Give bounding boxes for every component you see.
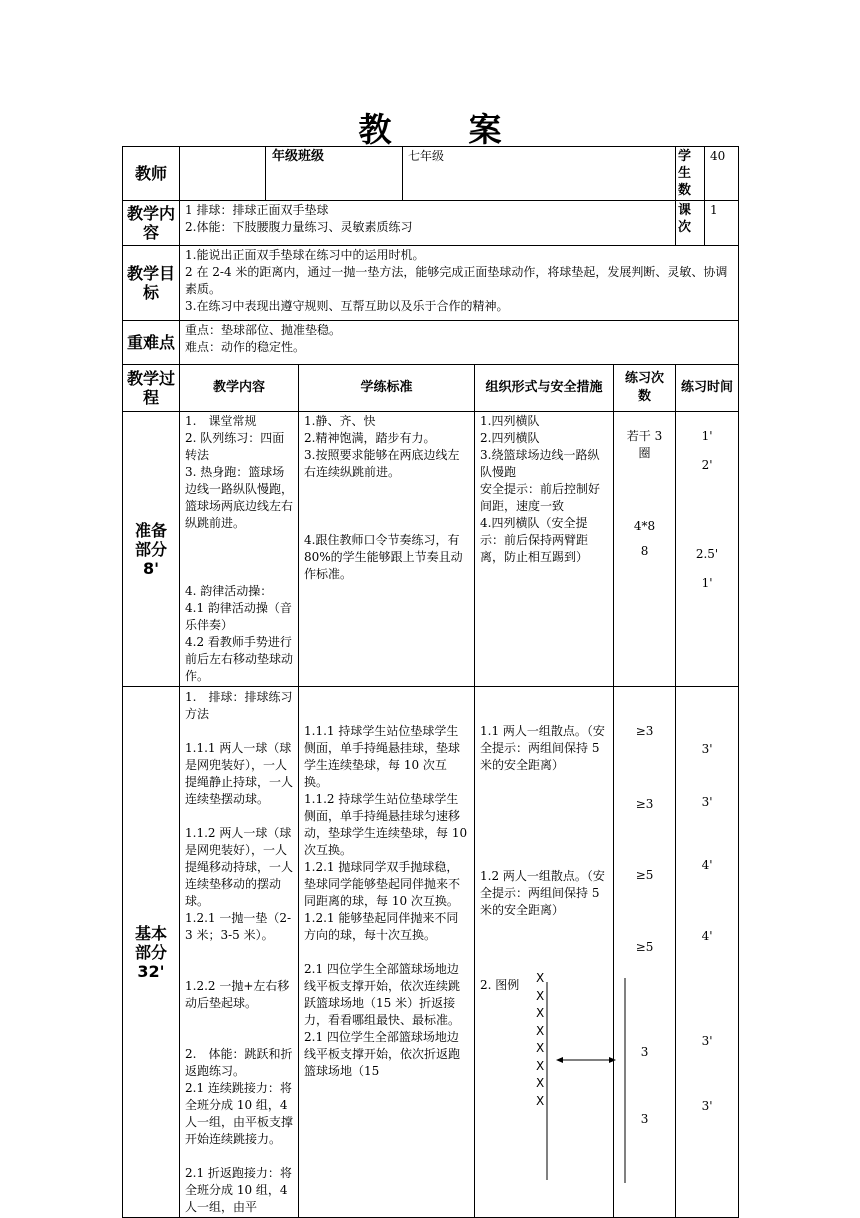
- basic-count: ≥5: [635, 868, 654, 882]
- prep-content-line: 2. 队列练习：四面转法: [185, 431, 285, 462]
- content-cell: [180, 201, 676, 246]
- prep-count: 若干 3 圈: [626, 429, 663, 460]
- basic-standard-line: 1.2.1 能够垫起同伴抛来不同方向的球，每十次互换。: [304, 911, 459, 942]
- basic-content: [180, 687, 299, 1218]
- basic-counts: [614, 687, 676, 1218]
- prep-time: 2.5': [695, 547, 719, 561]
- prep-org-line: 2.四列横队: [480, 431, 540, 445]
- prep-content-line: 1. 课堂常规: [185, 414, 257, 428]
- basic-time: 3': [701, 1034, 713, 1048]
- basic-org: [475, 687, 614, 1218]
- content-label: 教学内容: [123, 201, 180, 246]
- basic-content-line: 1.2.2 一抛+左右移动后垫起球。: [185, 979, 290, 1010]
- teacher-value: [180, 147, 266, 201]
- col-time-header: 练习时间: [676, 365, 739, 412]
- students-value: 40: [705, 147, 739, 201]
- prep-standard-line: 3.按照要求能够在两底边线左右连续纵跳前进。: [304, 448, 460, 479]
- basic-count: 3: [640, 1112, 649, 1126]
- goals-label: 教学目标: [123, 246, 180, 321]
- prep-content-line: 4.1 韵律活动操（音乐伴奏）: [185, 601, 292, 632]
- prep-count: 8: [640, 544, 649, 558]
- prep-minutes: 8': [142, 558, 160, 578]
- key-line: 重点：垫球部位、抛准垫稳。: [185, 323, 342, 337]
- goal-line: 3.在练习中表现出遵守规则、互帮互助以及乐于合作的精神。: [185, 299, 509, 313]
- col-count-header: 练习次数: [614, 365, 676, 412]
- prep-counts: [614, 412, 676, 687]
- basic-label: 基本部分: [134, 923, 167, 962]
- prep-content-line: 3. 热身跑：篮球场边线一路纵队慢跑，篮球场两底边线左右纵跳前进。: [185, 465, 294, 530]
- basic-times: [676, 687, 739, 1218]
- basic-time: 3': [701, 795, 713, 809]
- basic-standard-line: 2.1 四位学生全部篮球场地边线平板支撑开始，依次折返跑篮球场地（15: [304, 1030, 461, 1078]
- prep-org-line: 4.四列横队（安全提示：前后保持两臂距离，防止相互踢到）: [480, 516, 589, 564]
- prep-label: 准备部分: [134, 520, 167, 559]
- lesson-plan-table: [122, 146, 739, 1218]
- content-line: 2.体能：下肢腰腹力量练习、灵敏素质练习: [185, 220, 413, 234]
- prep-standard-line: 4.跟住教师口令节奏练习，有 80%的学生能够跟上节奏且动作标准。: [304, 533, 463, 581]
- prep-org: [475, 412, 614, 687]
- prep-org-line: 1.四列横队: [480, 414, 540, 428]
- basic-org-line: 1.1 两人一组散点。（安全提示：两组间保持 5 米的安全距离）: [480, 724, 605, 772]
- col-org-header: 组织形式与安全措施: [475, 365, 614, 412]
- basic-content-line: 1. 排球：排球练习方法: [185, 690, 293, 721]
- basic-count: ≥5: [635, 940, 654, 954]
- prep-org-line: 3.绕篮球场边线一路纵队慢跑: [480, 448, 600, 479]
- student-mark: X: [536, 1041, 545, 1055]
- goals-cell: [180, 246, 739, 321]
- key-label: 重难点: [123, 321, 180, 365]
- basic-content-line: 2.1 连续跳接力：将全班分成 10 组，4 人一组，由平板支撑开始连续跳接力。: [185, 1081, 294, 1146]
- basic-time: 3': [701, 1099, 713, 1113]
- prep-time: 1': [701, 429, 713, 443]
- prep-content-line: 4.2 看教师手势进行前后左右移动垫球动作。: [185, 635, 294, 683]
- basic-content-line: 1.2.1 一抛一垫（2-3 米；3-5 米）。: [185, 911, 292, 942]
- student-mark: X: [536, 1058, 545, 1073]
- basic-content-line: 2. 体能：跳跃和折返跑练习。: [185, 1047, 293, 1078]
- basic-content-line: 1.1.2 两人一球（球是网兜装好），一人提绳移动持球，一人连续垫移动的摆动球。: [185, 826, 294, 908]
- students-label: 学生数: [676, 147, 705, 201]
- grade-value: 七年级: [403, 147, 676, 201]
- col-standard-header: 学练标准: [299, 365, 475, 412]
- prep-time: 1': [701, 576, 713, 590]
- prep-content: [180, 412, 299, 687]
- basic-content-line: 2.1 折返跑接力：将全班分成 10 组，4 人一组，由平: [185, 1166, 292, 1214]
- prep-time: 2': [701, 458, 713, 472]
- lesson-value: 1: [705, 201, 739, 246]
- prep-standard-line: 2.精神饱满，踏步有力。: [304, 431, 436, 445]
- basic-standard-line: 2.1 四位学生全部篮球场地边线平板支撑开始，依次连续跳跃篮球场地（15 米）折返接力，看看哪组最快、最标准。: [304, 962, 461, 1027]
- student-mark: X: [536, 1076, 545, 1090]
- page-title: 教 案: [358, 110, 524, 149]
- basic-org-line: 2. 图例: [480, 978, 520, 992]
- student-marks: [536, 970, 548, 1110]
- student-mark: X: [536, 1093, 545, 1108]
- basic-time: 4': [701, 858, 713, 872]
- prep-times: [676, 412, 739, 687]
- basic-count: 3: [640, 1045, 649, 1059]
- teacher-label: 教师: [123, 147, 180, 201]
- basic-standard-line: 1.1.1 持球学生站位垫球学生侧面，单手持绳悬挂球，垫球学生连续垫球，每 10 次互换。: [304, 724, 461, 789]
- prep-content-line: 4. 韵律活动操：: [185, 584, 273, 598]
- basic-count: ≥3: [635, 797, 654, 811]
- prep-label-cell: [123, 412, 180, 687]
- basic-standard-line: 1.2.1 抛球同学双手抛球稳，垫球同学能够垫起同伴抛来不同距离的球，每 10 次互换。: [304, 860, 461, 908]
- student-mark: X: [536, 971, 545, 985]
- basic-time: 3': [701, 742, 713, 756]
- basic-standard: [299, 687, 475, 1218]
- col-content-header: 教学内容: [180, 365, 299, 412]
- content-line: 1 排球：排球正面双手垫球: [185, 203, 329, 217]
- process-label: 教学过程: [123, 365, 180, 412]
- prep-standard-line: 1.静、齐、快: [304, 414, 376, 428]
- prep-org-line: 安全提示：前后控制好间距，速度一致: [480, 482, 601, 513]
- key-cell: [180, 321, 739, 365]
- goal-line: 1.能说出正面双手垫球在练习中的运用时机。: [185, 248, 425, 262]
- grade-label: 年级班级: [266, 147, 403, 201]
- student-mark: X: [536, 1023, 545, 1038]
- basic-minutes: 32': [137, 961, 165, 981]
- lesson-label: 课次: [676, 201, 705, 246]
- student-mark: X: [536, 988, 545, 1003]
- prep-standard: [299, 412, 475, 687]
- basic-time: 4': [701, 929, 713, 943]
- basic-count: ≥3: [635, 724, 654, 738]
- basic-label-cell: [123, 687, 180, 1218]
- prep-count: 4*8: [633, 519, 656, 533]
- goal-line: 2 在 2-4 米的距离内，通过一抛一垫方法，能够完成正面垫球动作，将球垫起，发展判断、灵敏、协调素质。: [185, 265, 728, 296]
- basic-standard-line: 1.1.2 持球学生站位垫球学生侧面，单手持绳悬挂球匀速移动，垫球学生连续垫球，每 10 次互换。: [304, 792, 468, 857]
- student-mark: X: [536, 1006, 545, 1020]
- key-line: 难点：动作的稳定性。: [185, 340, 306, 354]
- basic-content-line: 1.1.1 两人一球（球是网兜装好），一人提绳静止持球，一人连续垫摆动球。: [185, 741, 294, 806]
- basic-org-line: 1.2 两人一组散点。（安全提示：两组间保持 5 米的安全距离）: [480, 869, 605, 917]
